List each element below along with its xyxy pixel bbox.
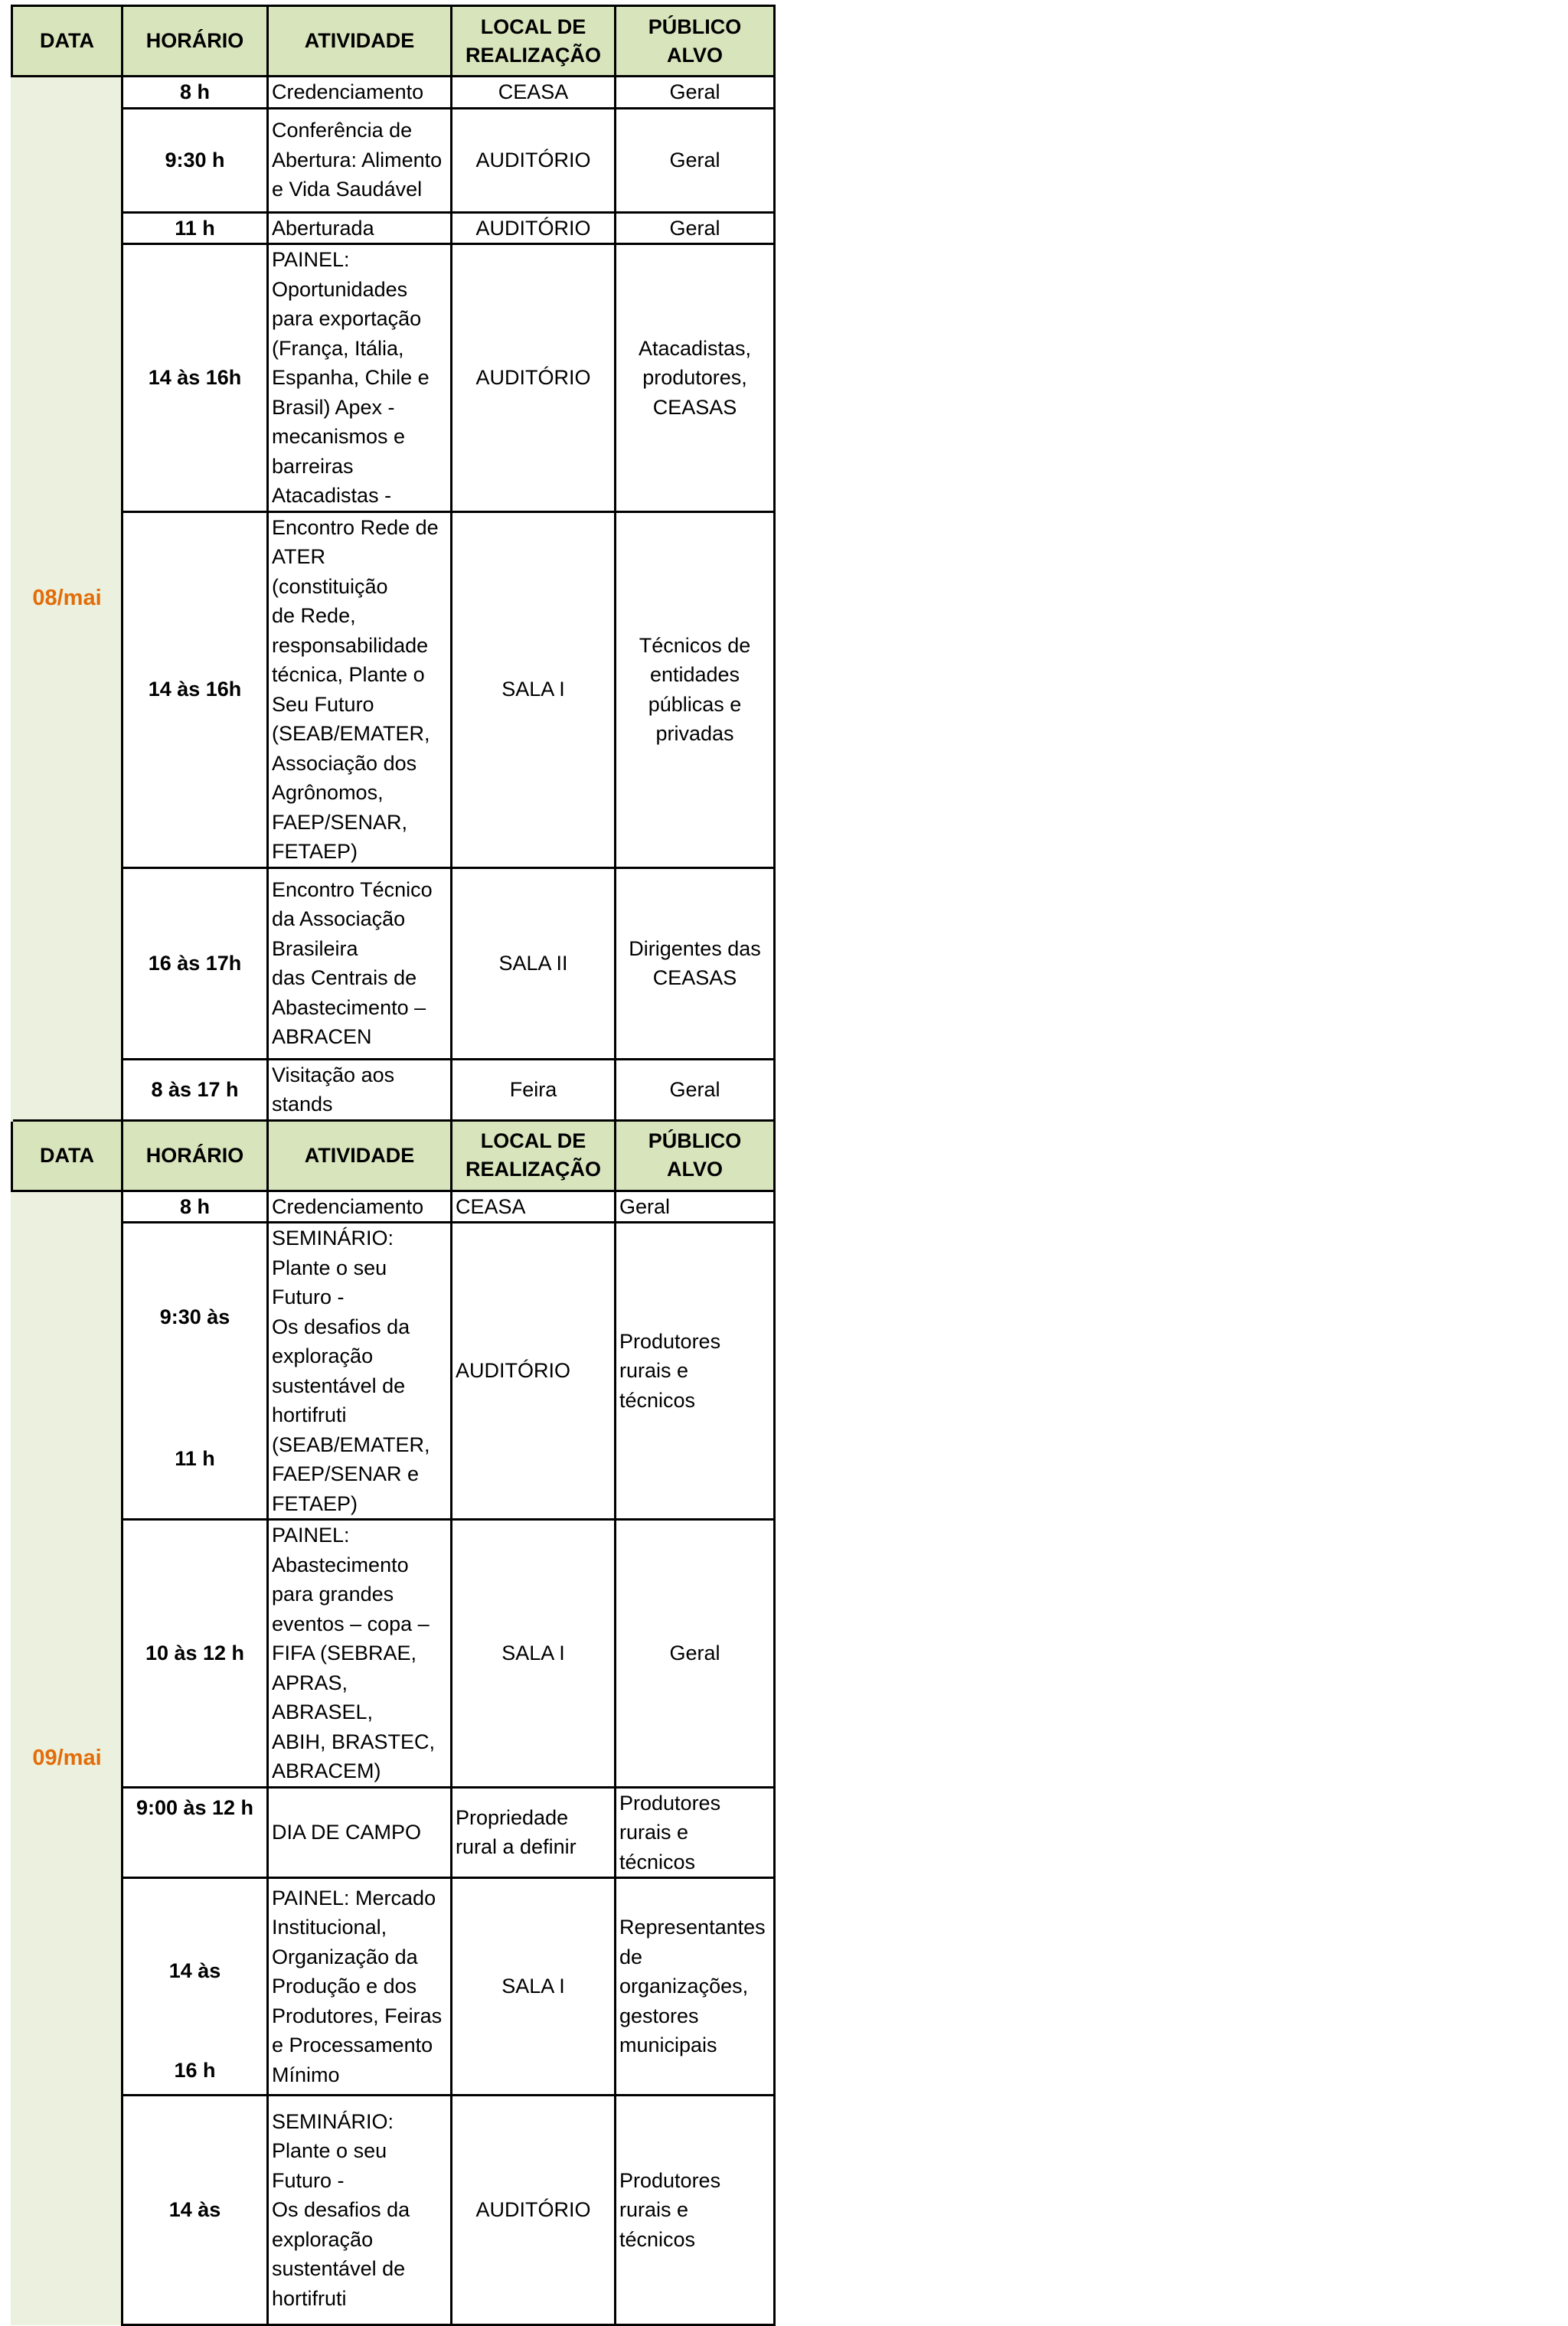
- horario-cell: 8 às 17 h: [122, 1059, 268, 1120]
- local-cell: SALA I: [452, 1520, 616, 1788]
- local-cell: SALA I: [452, 1878, 616, 2096]
- header-horario: HORÁRIO: [122, 6, 268, 77]
- publico-cell: Geral: [616, 108, 775, 212]
- header-atividade: ATIVIDADE: [268, 1120, 452, 1191]
- header-row: [12, 6, 775, 77]
- header-data: DATA: [12, 1120, 122, 1191]
- schedule-table: [11, 5, 776, 2326]
- horario-cell: 9:00 às 12 h: [122, 1787, 268, 1878]
- publico-cell: Geral: [616, 1059, 775, 1120]
- publico-cell: Produtores rurais e técnicos: [616, 1223, 775, 1520]
- local-cell: Propriedade rural a definir: [452, 1787, 616, 1878]
- table-row: [12, 244, 775, 512]
- horario-end: 11 h: [175, 1447, 215, 1471]
- local-cell: CEASA: [452, 1191, 616, 1223]
- atividade-cell: SEMINÁRIO: Plante o seu Futuro - Os desafios da exploração sustentável de hortifruti (SEAB/EMATER, FAEP/SENAR e FETAEP): [268, 1223, 452, 1520]
- header-row: [12, 1120, 775, 1191]
- local-cell: SALA I: [452, 511, 616, 867]
- local-cell: AUDITÓRIO: [452, 1223, 616, 1520]
- horario-cell: 11 h: [122, 212, 268, 244]
- header-publico: PÚBLICO ALVO: [616, 1120, 775, 1191]
- header-local: LOCAL DE REALIZAÇÃO: [452, 1120, 616, 1191]
- atividade-cell: Encontro Técnico da Associação Brasileira das Centrais de Abastecimento – ABRACEN: [268, 867, 452, 1059]
- publico-cell: Representantes de organizações, gestores municipais: [616, 1878, 775, 2096]
- horario-cell: 14 às 16h: [122, 244, 268, 512]
- publico-cell: Produtores rurais e técnicos: [616, 2096, 775, 2325]
- horario-cell: [122, 1878, 268, 2096]
- local-cell: AUDITÓRIO: [452, 244, 616, 512]
- table-row: [12, 867, 775, 1059]
- horario-cell: 14 às: [122, 2096, 268, 2325]
- horario-cell: 14 às 16h: [122, 511, 268, 867]
- local-cell: SALA II: [452, 867, 616, 1059]
- header-publico: PÚBLICO ALVO: [616, 6, 775, 77]
- schedule-sheet: [11, 5, 773, 2326]
- date-cell: 08/mai: [12, 77, 122, 1121]
- atividade-cell: Credenciamento: [268, 77, 452, 109]
- table-row: [12, 77, 775, 109]
- atividade-cell: PAINEL: Oportunidades para exportação (França, Itália, Espanha, Chile e Brasil) Apex - mecanismos e barreiras Atacadistas -: [268, 244, 452, 512]
- atividade-cell: Credenciamento: [268, 1191, 452, 1223]
- atividade-cell: Visitação aos stands: [268, 1059, 452, 1120]
- date-cell: 09/mai: [12, 1191, 122, 2325]
- publico-cell: Dirigentes das CEASAS: [616, 867, 775, 1059]
- header-atividade: ATIVIDADE: [268, 6, 452, 77]
- horario-cell: 8 h: [122, 1191, 268, 1223]
- table-row: [12, 1191, 775, 1223]
- publico-cell: Atacadistas, produtores, CEASAS: [616, 244, 775, 512]
- horario-cell: [122, 1223, 268, 1520]
- header-local: LOCAL DE REALIZAÇÃO: [452, 6, 616, 77]
- table-row: [12, 511, 775, 867]
- publico-cell: Geral: [616, 1191, 775, 1223]
- local-cell: Feira: [452, 1059, 616, 1120]
- atividade-cell: PAINEL: Mercado Institucional, Organização da Produção e dos Produtores, Feiras e Processamento Mínimo: [268, 1878, 452, 2096]
- atividade-cell: PAINEL: Abastecimento para grandes eventos – copa – FIFA (SEBRAE, APRAS, ABRASEL, ABIH, BRASTEC, ABRACEM): [268, 1520, 452, 1788]
- publico-cell: Produtores rurais e técnicos: [616, 1787, 775, 1878]
- horario-cell: 8 h: [122, 77, 268, 109]
- horario-start: 9:30 às: [159, 1305, 230, 1329]
- header-data: DATA: [12, 6, 122, 77]
- table-row: [12, 1223, 775, 1520]
- horario-cell: 16 às 17h: [122, 867, 268, 1059]
- horario-cell: 10 às 12 h: [122, 1520, 268, 1788]
- horario-start: 14 às: [168, 1959, 221, 1983]
- table-row: [12, 108, 775, 212]
- horario-end: 16 h: [174, 2059, 216, 2083]
- publico-cell: Geral: [616, 77, 775, 109]
- table-row: [12, 1787, 775, 1878]
- table-row: [12, 212, 775, 244]
- table-row: [12, 2096, 775, 2325]
- atividade-cell: DIA DE CAMPO: [268, 1787, 452, 1878]
- publico-cell: Geral: [616, 1520, 775, 1788]
- header-horario: HORÁRIO: [122, 1120, 268, 1191]
- publico-cell: Geral: [616, 212, 775, 244]
- table-row: [12, 1878, 775, 2096]
- atividade-cell: SEMINÁRIO: Plante o seu Futuro - Os desafios da exploração sustentável de hortifruti: [268, 2096, 452, 2325]
- table-row: [12, 1059, 775, 1120]
- atividade-cell: Conferência de Abertura: Alimento e Vida Saudável: [268, 108, 452, 212]
- table-row: [12, 1520, 775, 1788]
- local-cell: AUDITÓRIO: [452, 2096, 616, 2325]
- atividade-cell: Aberturada: [268, 212, 452, 244]
- horario-cell: 9:30 h: [122, 108, 268, 212]
- publico-cell: Técnicos de entidades públicas e privadas: [616, 511, 775, 867]
- local-cell: AUDITÓRIO: [452, 108, 616, 212]
- local-cell: CEASA: [452, 77, 616, 109]
- atividade-cell: Encontro Rede de ATER (constituição de Rede, responsabilidade técnica, Plante o Seu Futuro (SEAB/EMATER, Associação dos Agrônomos, FAEP/SENAR, FETAEP): [268, 511, 452, 867]
- local-cell: AUDITÓRIO: [452, 212, 616, 244]
